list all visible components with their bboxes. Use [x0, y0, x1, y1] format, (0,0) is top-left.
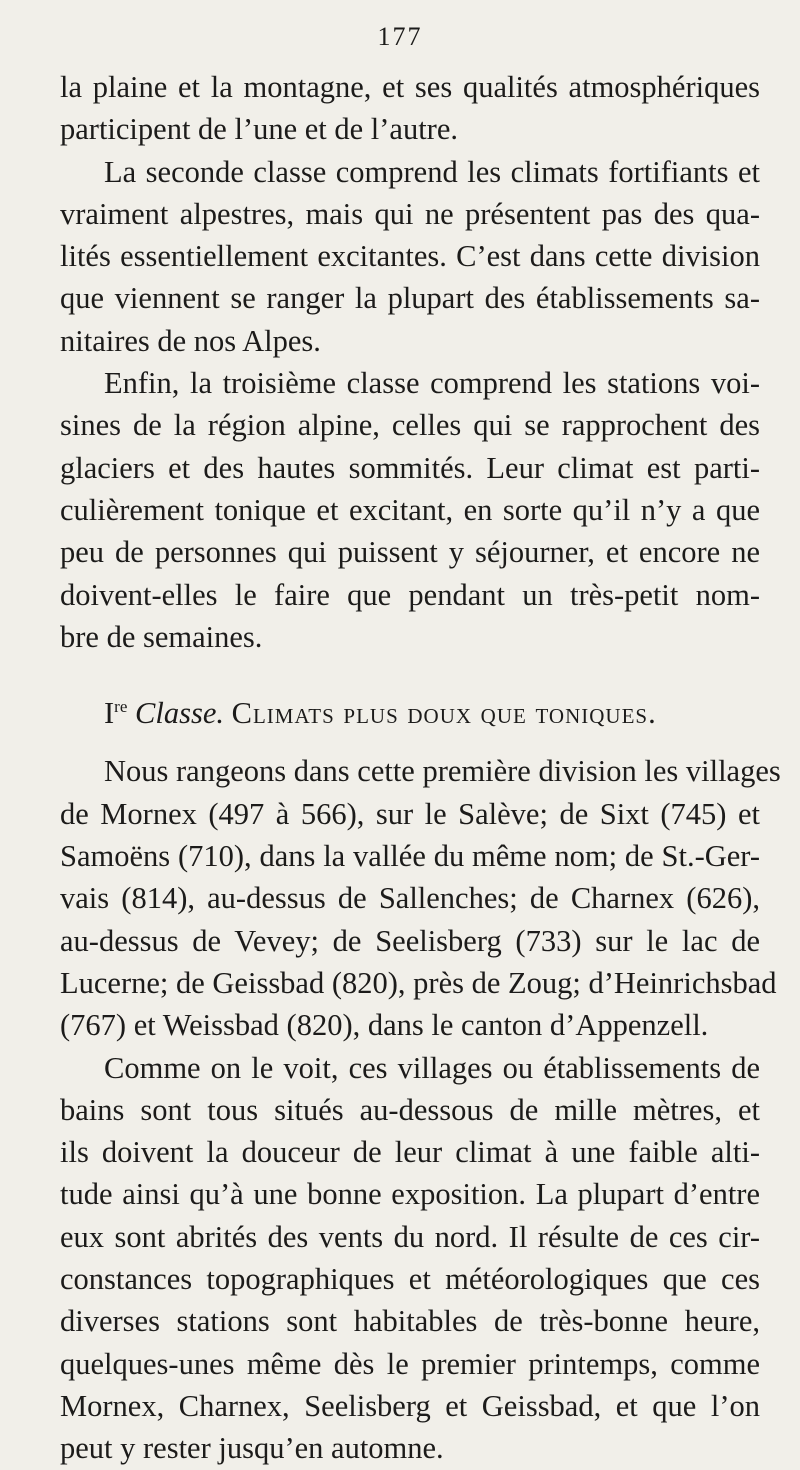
text-line: de Mornex (497 à 566), sur le Salève; de Sixt (745) et — [60, 796, 760, 831]
text-line: ils doivent la douceur de leur climat à une faible alti- — [60, 1135, 760, 1170]
text-line: La seconde classe comprend les climats fortifiants et — [104, 154, 760, 189]
paragraph-1 — [60, 66, 760, 151]
text-line: participent de l’une et de l’autre. — [60, 112, 459, 147]
heading-title: Climats plus doux que toniques. — [231, 696, 657, 731]
text-line: au-dessus de Vevey; de Seelisberg (733) sur le lac de — [60, 923, 760, 958]
paragraph-4 — [60, 750, 781, 1046]
text-line: glaciers et des hautes sommités. Leur climat est parti- — [60, 450, 760, 485]
text-line: Samoëns (710), dans la vallée du même nom; de St.-Ger- — [60, 839, 760, 874]
text-line: constances topographiques et météorologiques que ces — [60, 1262, 760, 1297]
section-heading — [60, 686, 760, 731]
text-body — [60, 66, 781, 1470]
text-line: vraiment alpestres, mais qui ne présentent pas des qua- — [60, 196, 760, 231]
heading-numeral-sup: re — [114, 697, 128, 717]
paragraph-3 — [60, 362, 760, 658]
text-line: Enfin, la troisième classe comprend les stations voi- — [104, 366, 760, 401]
text-line: lités essentiellement excitantes. C’est dans cette division — [60, 239, 760, 274]
text-line: diverses stations sont habitables de très-bonne heure, — [60, 1304, 760, 1339]
page-number: 177 — [377, 22, 423, 51]
text-line: culièrement tonique et excitant, en sorte qu’il n’y a que — [60, 492, 760, 527]
text-line: quelques-unes même dès le premier printemps, comme — [60, 1346, 760, 1381]
text-line: peu de personnes qui puissent y séjourner, et encore ne — [60, 535, 760, 570]
text-line: Mornex, Charnex, Seelisberg et Geissbad, et que l’on — [60, 1388, 760, 1423]
text-line: bre de semaines. — [60, 619, 263, 654]
text-line: vais (814), au-dessus de Sallenches; de Charnex (626), — [60, 881, 760, 916]
text-line: Nous rangeons dans cette première division les villages — [104, 754, 781, 789]
text-line: Lucerne; de Geissbad (820), près de Zoug; d’Heinrichsbad — [60, 965, 777, 1000]
heading-numeral: I — [104, 696, 115, 731]
text-line: peut y rester jusqu’en automne. — [60, 1431, 444, 1466]
text-line: que viennent se ranger la plupart des établissements sa- — [60, 281, 760, 316]
text-line: nitaires de nos Alpes. — [60, 323, 321, 358]
heading-classe-word: Classe. — [135, 696, 224, 731]
paragraph-5 — [60, 1047, 760, 1470]
text-line: la plaine et la montagne, et ses qualités atmosphériques — [60, 70, 760, 104]
text-line: (767) et Weissbad (820), dans le canton d’Appenzell. — [60, 1008, 709, 1043]
text-line: Comme on le voit, ces villages ou établissements de — [104, 1050, 760, 1085]
text-line: sines de la région alpine, celles qui se rapprochent des — [60, 408, 760, 443]
text-line: tude ainsi qu’à une bonne exposition. La plupart d’entre — [60, 1177, 760, 1212]
text-line: bains sont tous situés au-dessous de mille mètres, et — [60, 1092, 760, 1127]
text-line: doivent-elles le faire que pendant un très-petit nom- — [60, 577, 760, 612]
paragraph-2 — [60, 151, 760, 362]
text-line: eux sont abrités des vents du nord. Il résulte de ces cir- — [60, 1219, 760, 1254]
